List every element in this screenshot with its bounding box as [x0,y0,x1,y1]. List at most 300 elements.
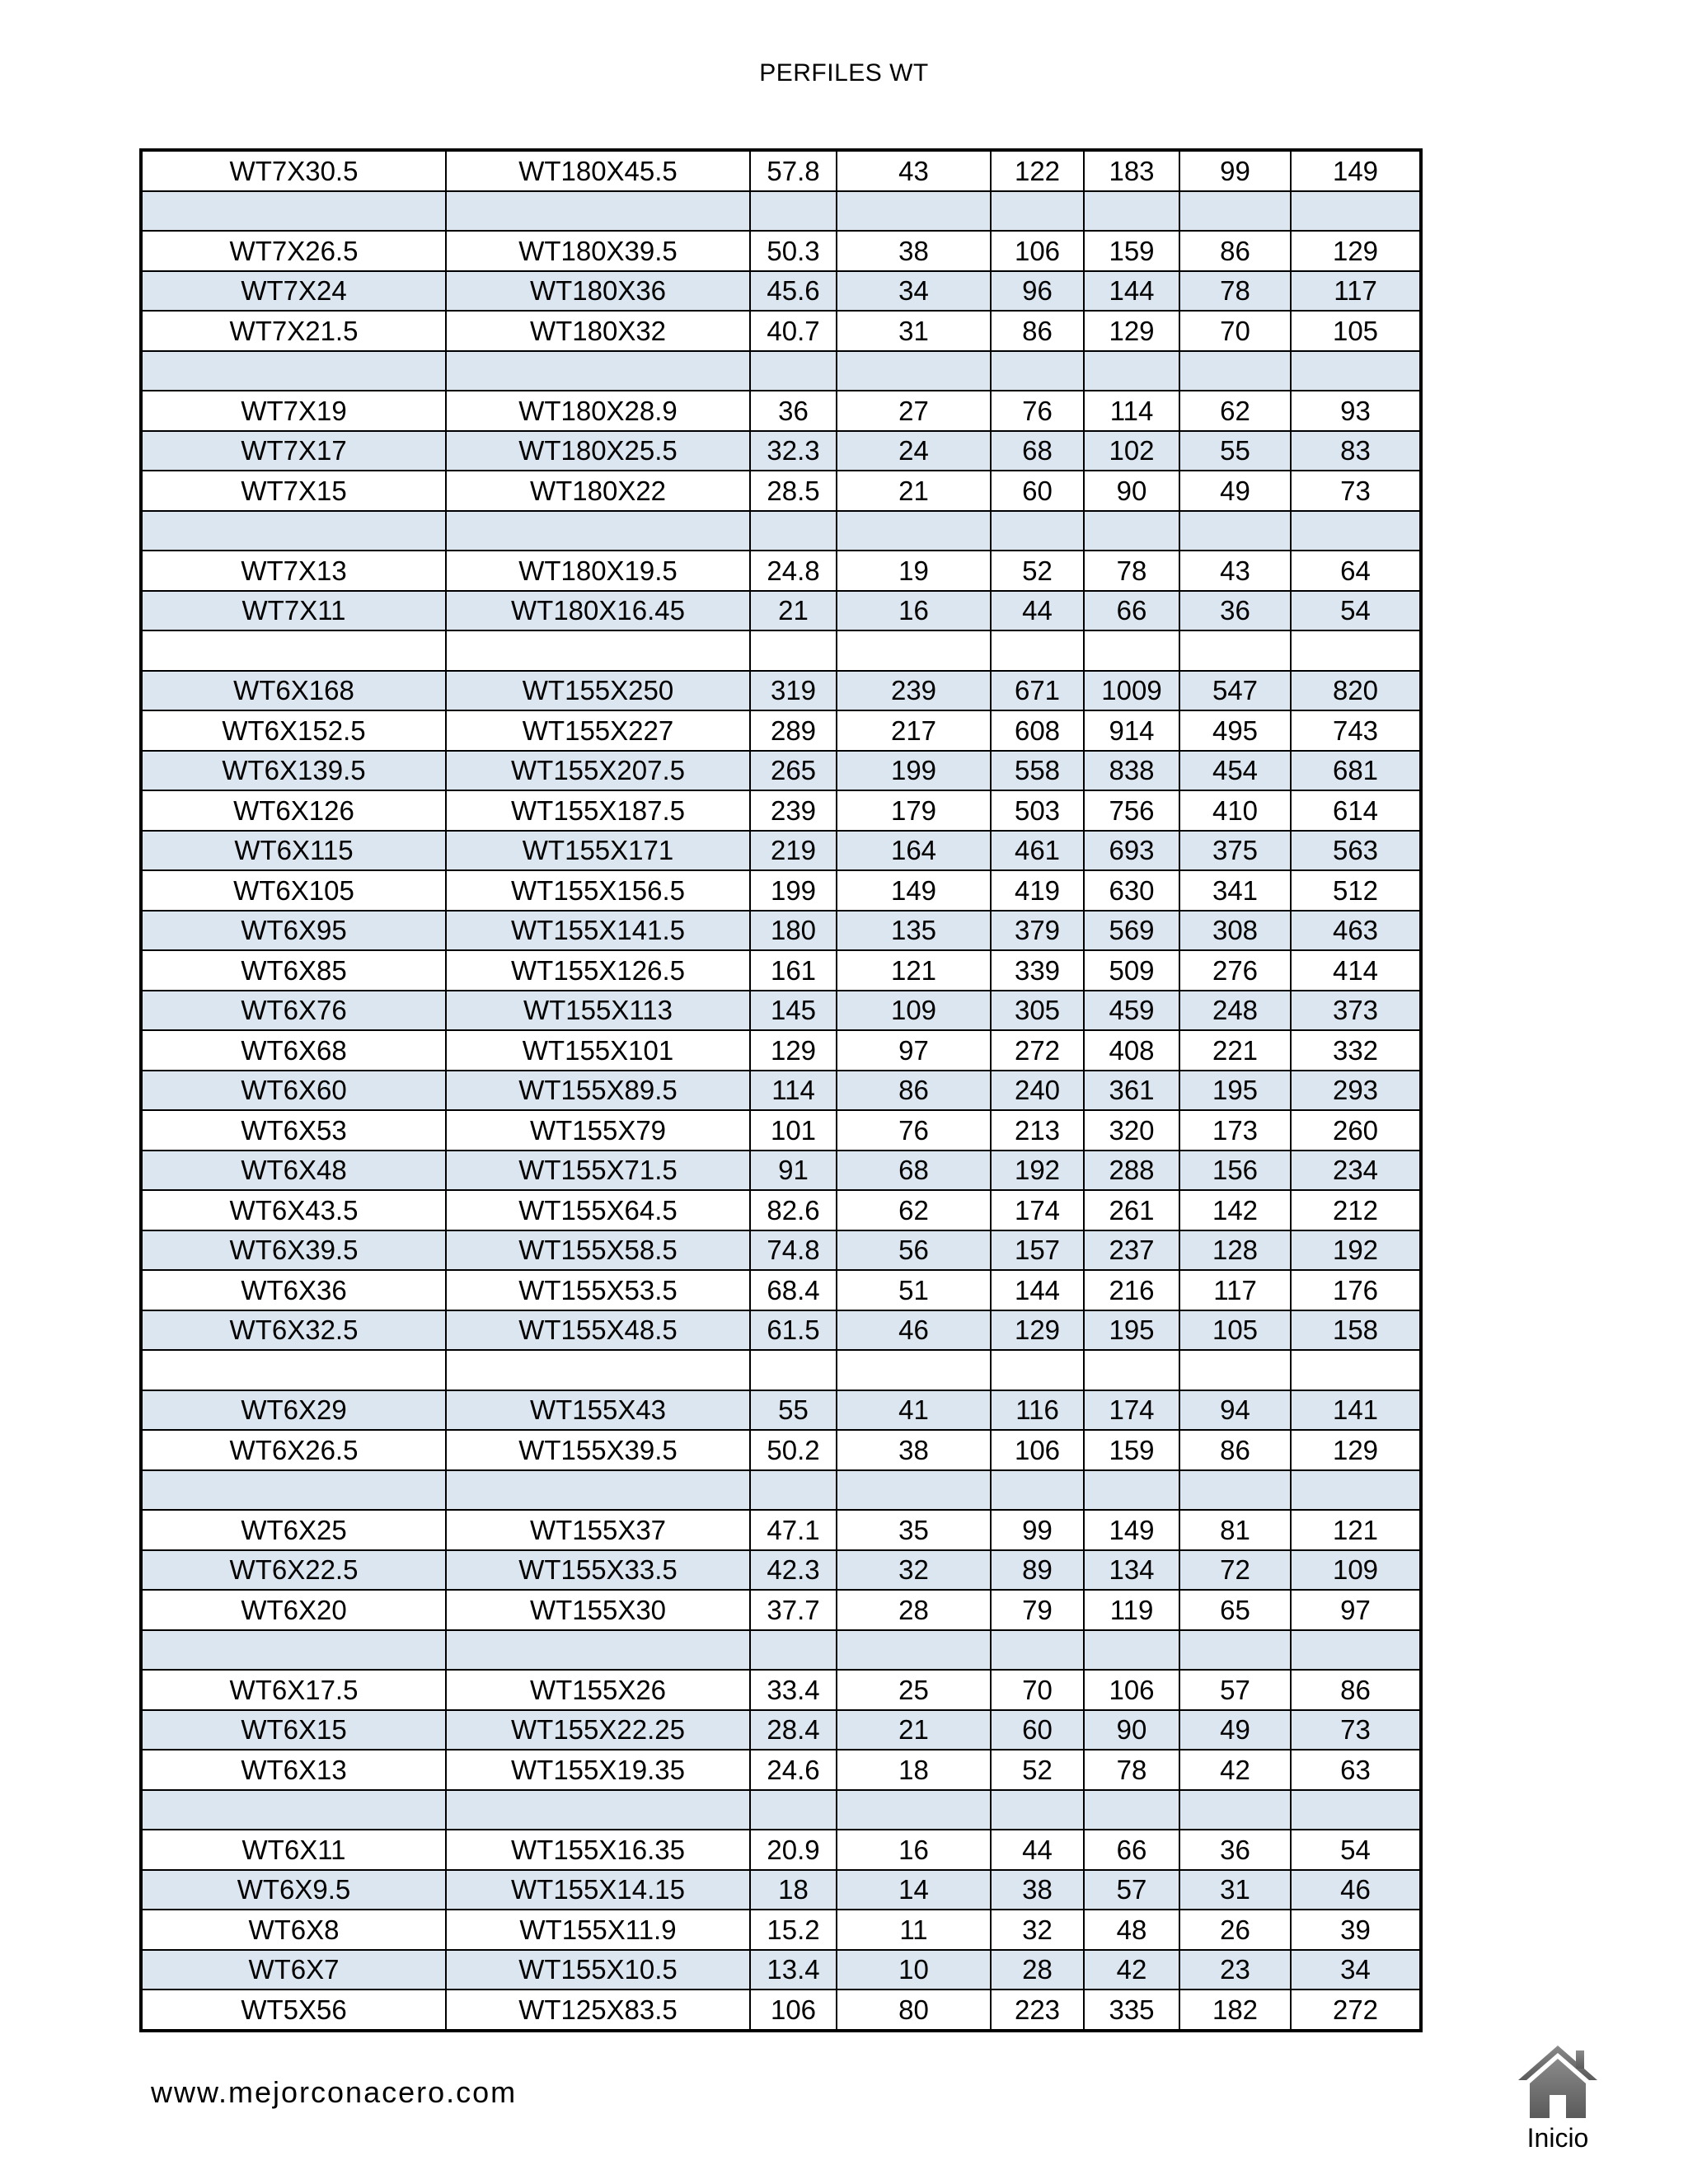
table-row [141,1071,1421,1111]
table-cell: 27 [837,391,991,431]
table-row [141,1750,1421,1790]
table-row [141,751,1421,791]
page-title: PERFILES WT [759,59,929,87]
table-row [141,1190,1421,1230]
table-cell: 128 [1179,1230,1291,1271]
table-row [141,831,1421,871]
table-cell [750,511,837,551]
table-cell: 237 [1084,1230,1179,1271]
table-cell: WT125X83.5 [446,1990,750,2031]
table-cell: 28.5 [750,471,837,511]
table-cell: 52 [991,1750,1084,1790]
table-row [141,1510,1421,1550]
table-cell: 46 [837,1310,991,1351]
table-cell: WT6X48 [141,1151,446,1191]
table-row [141,391,1421,431]
table-cell: WT180X28.9 [446,391,750,431]
table-cell: 149 [1084,1510,1179,1550]
table-cell [750,351,837,391]
table-cell: 174 [991,1190,1084,1230]
table-cell: 341 [1179,870,1291,911]
table-cell [750,191,837,232]
table-cell: 36 [750,391,837,431]
table-cell [837,1350,991,1390]
table-cell: WT6X29 [141,1390,446,1431]
table-cell: WT6X60 [141,1071,446,1111]
table-cell: 272 [1291,1990,1421,2031]
table-row [141,1030,1421,1071]
table-cell: 32 [837,1550,991,1591]
table-cell: WT6X11 [141,1830,446,1870]
table-cell [1179,1630,1291,1671]
table-cell: 414 [1291,950,1421,991]
table-cell: 86 [1179,1430,1291,1470]
table-cell [1084,630,1179,671]
table-cell: 129 [991,1310,1084,1351]
table-cell: 50.2 [750,1430,837,1470]
table-cell: WT7X13 [141,551,446,591]
table-cell: WT6X36 [141,1270,446,1310]
table-cell [141,1790,446,1830]
table-cell [1084,1350,1179,1390]
table-cell: 94 [1179,1390,1291,1431]
table-cell: WT155X89.5 [446,1071,750,1111]
table-cell: 97 [1291,1590,1421,1630]
table-cell: 102 [1084,431,1179,471]
table-cell: 149 [837,870,991,911]
table-cell: WT155X126.5 [446,950,750,991]
table-cell [1179,1470,1291,1511]
table-cell: 174 [1084,1390,1179,1431]
table-cell: 18 [837,1750,991,1790]
table-cell: 21 [750,591,837,631]
table-row [141,551,1421,591]
table-cell: WT6X168 [141,671,446,711]
table-row [141,1310,1421,1351]
table-row [141,1830,1421,1870]
table-cell: 142 [1179,1190,1291,1230]
table-row [141,1870,1421,1910]
table-cell: 410 [1179,790,1291,831]
table-row [141,1230,1421,1271]
table-cell: 49 [1179,1710,1291,1750]
table-cell: 375 [1179,831,1291,871]
table-cell: WT6X126 [141,790,446,831]
table-cell: WT155X171 [446,831,750,871]
table-cell: 106 [750,1990,837,2031]
table-cell: WT6X22.5 [141,1550,446,1591]
table-cell: 47.1 [750,1510,837,1550]
table-cell: 21 [837,471,991,511]
table-cell: 272 [991,1030,1084,1071]
table-cell: WT7X24 [141,271,446,312]
table-cell: 248 [1179,991,1291,1031]
table-row [141,1670,1421,1710]
table-cell [141,1470,446,1511]
table-cell: 838 [1084,751,1179,791]
table-cell [991,1470,1084,1511]
table-row [141,1430,1421,1470]
table-cell: 86 [1179,231,1291,271]
table-cell: WT7X21.5 [141,311,446,351]
table-cell: WT155X22.25 [446,1710,750,1750]
table-row [141,150,1421,191]
table-cell: WT6X43.5 [141,1190,446,1230]
table-cell: 305 [991,991,1084,1031]
table-cell: WT6X7 [141,1950,446,1990]
table-cell: 70 [1179,311,1291,351]
table-cell: 289 [750,710,837,751]
table-cell: 509 [1084,950,1179,991]
table-cell: 61.5 [750,1310,837,1351]
table-cell: 34 [837,271,991,312]
table-cell [837,191,991,232]
table-cell: 68.4 [750,1270,837,1310]
table-cell: 73 [1291,1710,1421,1750]
table-cell: 66 [1084,591,1179,631]
table-cell: WT7X11 [141,591,446,631]
table-row [141,1270,1421,1310]
table-cell [991,1350,1084,1390]
table-cell: 114 [750,1071,837,1111]
table-cell: 73 [1291,471,1421,511]
table-cell [446,511,750,551]
table-cell: 614 [1291,790,1421,831]
table-cell: 62 [837,1190,991,1230]
table-cell: 106 [991,231,1084,271]
table-cell [991,1790,1084,1830]
table-cell: 24.8 [750,551,837,591]
table-cell: 159 [1084,1430,1179,1470]
table-cell [1179,351,1291,391]
table-cell: 83 [1291,431,1421,471]
table-row [141,1390,1421,1431]
table-cell: WT155X37 [446,1510,750,1550]
table-cell: 569 [1084,911,1179,951]
table-row [141,1350,1421,1390]
table-cell: 681 [1291,751,1421,791]
table-cell: WT6X68 [141,1030,446,1071]
table-cell: 144 [991,1270,1084,1310]
table-cell: 45.6 [750,271,837,312]
table-row [141,1790,1421,1830]
table-row [141,1630,1421,1671]
table-cell: 43 [1179,551,1291,591]
table-cell: 42 [1179,1750,1291,1790]
footer-url-link[interactable]: www.mejorconacero.com [151,2075,518,2109]
table-body [141,150,1421,2031]
table-cell: 199 [837,751,991,791]
table-cell: 21 [837,1710,991,1750]
table-cell: WT155X113 [446,991,750,1031]
table-cell: 176 [1291,1270,1421,1310]
table-cell: WT7X15 [141,471,446,511]
table-cell: 38 [837,231,991,271]
table-cell: WT180X19.5 [446,551,750,591]
table-cell: 16 [837,1830,991,1870]
table-cell: WT155X156.5 [446,870,750,911]
table-cell: 495 [1179,710,1291,751]
table-cell [991,351,1084,391]
table-cell: 743 [1291,710,1421,751]
table-cell: 99 [1179,150,1291,191]
table-cell: 25 [837,1670,991,1710]
table-row [141,630,1421,671]
table-cell: 1009 [1084,671,1179,711]
table-cell: 51 [837,1270,991,1310]
table-cell: 320 [1084,1110,1179,1151]
table-cell: WT155X26 [446,1670,750,1710]
table-cell: 179 [837,790,991,831]
table-row [141,511,1421,551]
table-cell: WT6X85 [141,950,446,991]
table-cell: 42.3 [750,1550,837,1591]
table-cell: WT6X139.5 [141,751,446,791]
table-cell: WT155X58.5 [446,1230,750,1271]
table-cell: 239 [750,790,837,831]
table-cell: WT155X14.15 [446,1870,750,1910]
table-cell: 117 [1291,271,1421,312]
table-cell [1084,191,1179,232]
table-cell: 99 [991,1510,1084,1550]
table-cell: 820 [1291,671,1421,711]
table-cell [1084,511,1179,551]
table-cell: 36 [1179,591,1291,631]
table-cell: 79 [991,1590,1084,1630]
table-cell: 38 [837,1430,991,1470]
table-cell: 558 [991,751,1084,791]
table-cell: 116 [991,1390,1084,1431]
table-cell: 33.4 [750,1670,837,1710]
table-cell: 78 [1179,271,1291,312]
table-cell: 164 [837,831,991,871]
table-cell: WT180X45.5 [446,150,750,191]
table-cell [1291,1470,1421,1511]
table-cell: 56 [837,1230,991,1271]
table-cell [446,351,750,391]
table-cell: 82.6 [750,1190,837,1230]
table-cell: WT7X19 [141,391,446,431]
table-cell: 11 [837,1910,991,1950]
table-cell: 129 [1291,231,1421,271]
table-cell [1291,1790,1421,1830]
table-cell: 41 [837,1390,991,1431]
table-row [141,1110,1421,1151]
table-cell: WT7X30.5 [141,150,446,191]
table-cell: 68 [991,431,1084,471]
table-cell: WT6X26.5 [141,1430,446,1470]
table-cell [991,1630,1084,1671]
table-cell: 106 [991,1430,1084,1470]
table-cell: WT6X8 [141,1910,446,1950]
table-cell: 134 [1084,1550,1179,1591]
table-row [141,471,1421,511]
table-cell: 101 [750,1110,837,1151]
table-cell: WT155X64.5 [446,1190,750,1230]
table-cell: WT155X30 [446,1590,750,1630]
table-cell: 276 [1179,950,1291,991]
table-cell [141,511,446,551]
table-cell: 54 [1291,1830,1421,1870]
table-cell: 293 [1291,1071,1421,1111]
table-row [141,231,1421,271]
table-cell: 20.9 [750,1830,837,1870]
table-cell: 60 [991,1710,1084,1750]
table-cell: 86 [1291,1670,1421,1710]
table-cell [1179,1350,1291,1390]
table-cell: 10 [837,1950,991,1990]
table-cell: 52 [991,551,1084,591]
table-cell: WT155X71.5 [446,1151,750,1191]
table-cell [1291,351,1421,391]
table-cell: 180 [750,911,837,951]
table-cell: 28.4 [750,1710,837,1750]
home-button[interactable] [1515,2042,1601,2158]
table-cell: WT6X115 [141,831,446,871]
table-cell: 86 [837,1071,991,1111]
table-cell: 161 [750,950,837,991]
table-cell: 461 [991,831,1084,871]
table-cell: 182 [1179,1990,1291,2031]
table-cell: WT155X79 [446,1110,750,1151]
table-cell: 55 [1179,431,1291,471]
table-cell: 14 [837,1870,991,1910]
table-cell: 159 [1084,231,1179,271]
table-cell: 15.2 [750,1910,837,1950]
table-cell: 65 [1179,1590,1291,1630]
table-cell [1291,1350,1421,1390]
table-cell: 608 [991,710,1084,751]
table-cell: 31 [1179,1870,1291,1910]
table-cell: 419 [991,870,1084,911]
table-cell [750,1470,837,1511]
table-cell: 288 [1084,1151,1179,1191]
table-cell: 28 [991,1950,1084,1990]
table-cell: WT6X32.5 [141,1310,446,1351]
table-cell: 55 [750,1390,837,1431]
table-cell: WT6X105 [141,870,446,911]
table-cell: 234 [1291,1151,1421,1191]
table-cell [991,630,1084,671]
table-cell: WT6X15 [141,1710,446,1750]
table-cell: 57 [1179,1670,1291,1710]
table-cell: 373 [1291,991,1421,1031]
table-cell: WT155X141.5 [446,911,750,951]
home-label: Inicio [1526,2123,1589,2153]
table-cell [1179,511,1291,551]
table-cell [1084,1630,1179,1671]
table-cell: WT155X48.5 [446,1310,750,1351]
table-cell: WT155X250 [446,671,750,711]
table-cell: 756 [1084,790,1179,831]
table-cell [750,630,837,671]
table-cell: 18 [750,1870,837,1910]
table-cell: WT155X101 [446,1030,750,1071]
table-cell: 195 [1179,1071,1291,1111]
table-cell: 261 [1084,1190,1179,1230]
table-cell: 105 [1179,1310,1291,1351]
table-cell [837,1630,991,1671]
table-cell: 454 [1179,751,1291,791]
table-row [141,1950,1421,1990]
table-cell: 44 [991,591,1084,631]
table-cell: 78 [1084,1750,1179,1790]
table-cell: 512 [1291,870,1421,911]
table-cell: 68 [837,1151,991,1191]
table-row [141,790,1421,831]
table-cell: WT6X25 [141,1510,446,1550]
table-cell: WT6X53 [141,1110,446,1151]
table-cell: 630 [1084,870,1179,911]
table-cell: 49 [1179,471,1291,511]
table-cell: 109 [1291,1550,1421,1591]
table-cell: 35 [837,1510,991,1550]
table-cell: 34 [1291,1950,1421,1990]
table-cell: 62 [1179,391,1291,431]
table-cell: 122 [991,150,1084,191]
table-row [141,1151,1421,1191]
table-cell: 23 [1179,1950,1291,1990]
table-cell [1179,191,1291,232]
table-cell: 76 [837,1110,991,1151]
table-cell: 119 [1084,1590,1179,1630]
table-cell: 76 [991,391,1084,431]
table-cell: WT6X9.5 [141,1870,446,1910]
table-cell [991,191,1084,232]
table-cell: 129 [750,1030,837,1071]
table-cell: 183 [1084,150,1179,191]
table-cell: 149 [1291,150,1421,191]
table-cell: 81 [1179,1510,1291,1550]
table-cell: WT155X43 [446,1390,750,1431]
table-cell: 212 [1291,1190,1421,1230]
table-cell: 157 [991,1230,1084,1271]
table-cell: 223 [991,1990,1084,2031]
table-cell: 379 [991,911,1084,951]
table-cell: WT6X13 [141,1750,446,1790]
table-cell [837,1470,991,1511]
table-cell: 48 [1084,1910,1179,1950]
table-cell [1291,191,1421,232]
table-cell [446,1470,750,1511]
table-cell: 26 [1179,1910,1291,1950]
table-cell [1084,1790,1179,1830]
table-cell: 31 [837,311,991,351]
table-cell: 32.3 [750,431,837,471]
table-cell: 78 [1084,551,1179,591]
table-cell: 914 [1084,710,1179,751]
table-cell: 50.3 [750,231,837,271]
table-cell: WT6X152.5 [141,710,446,751]
table-cell: 135 [837,911,991,951]
table-cell: WT6X76 [141,991,446,1031]
table-row [141,671,1421,711]
table-cell: WT155X207.5 [446,751,750,791]
profiles-table [139,148,1423,2032]
table-cell: 129 [1084,311,1179,351]
table-row [141,870,1421,911]
table-cell [1084,1470,1179,1511]
table-cell: 63 [1291,1750,1421,1790]
table-cell: 408 [1084,1030,1179,1071]
table-cell: 66 [1084,1830,1179,1870]
table-cell: 57.8 [750,150,837,191]
table-cell: 192 [991,1151,1084,1191]
table-cell: WT155X11.9 [446,1910,750,1950]
table-row [141,271,1421,312]
table-row [141,911,1421,951]
table-cell: 192 [1291,1230,1421,1271]
